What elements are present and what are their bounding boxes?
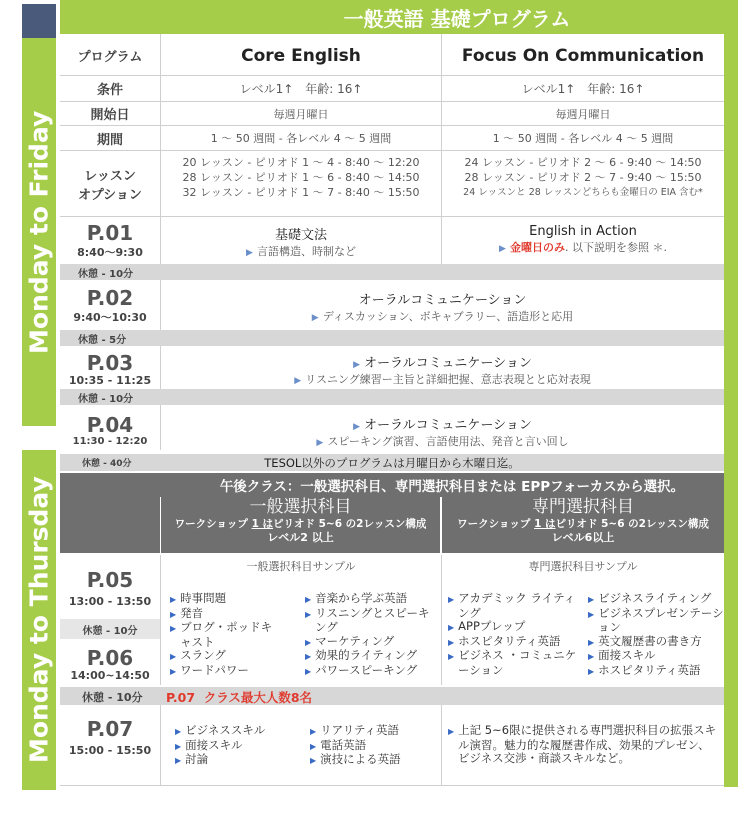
list-item: ▶ 時事問題 (170, 592, 300, 607)
p06-number: P.06 (86, 645, 134, 670)
list-item: ▶ ブログ・ポッドキャスト (170, 621, 280, 649)
p02-title: オーラルコミュニケーション (358, 293, 527, 308)
p01-col2-title: English in Action (529, 224, 637, 239)
start-col2: 毎週月曜日 (555, 107, 611, 121)
conditions-col2: レベル1↑ 年齢: 16↑ (521, 82, 645, 96)
p07-capacity-note: P.07 クラス最大人数8名 (166, 690, 313, 705)
lunch-row (60, 454, 724, 471)
break-label: 休憩 - 10分 (82, 625, 138, 637)
lesson-col2 (442, 155, 724, 200)
break-row (60, 330, 724, 346)
conditions-label: 条件 (96, 83, 123, 98)
lunch-label: 休憩 - 40分 (82, 459, 132, 469)
list-item: ▶ ホスピタリティ英語 (588, 664, 722, 679)
list-item: ▶ 効果的ライティング (305, 649, 437, 664)
lesson-col1-line: 32 レッスン - ピリオド 1 ～ 7 - 8:40 ～ 15:50 (182, 186, 420, 199)
p04-sub: スピーキング演習、言語使用法、発音と言い回し (327, 435, 569, 448)
general-list-b (305, 592, 437, 678)
p02-number: P.02 (86, 285, 134, 310)
p03-content: ▶ オーラルコミュニケーション ▶ リスニング練習ー主旨と詳細把握、意志表現とと応対表現 (294, 356, 591, 386)
general-line2: レベル2 以上 (267, 531, 334, 544)
lesson-label-1: レッスン (84, 168, 136, 184)
p06-time: 14:00~14:50 (70, 668, 150, 682)
p07-special-text: ▶ 上記 5~6限に提供される専門選択科目の拡張スキル演習。魅力的な履歴書作成、効果的プレゼン、ビジネス交渉・商談スキルなど。 (448, 724, 718, 766)
p07-list-b (310, 724, 435, 768)
p07-special (448, 724, 718, 766)
special-header (442, 497, 724, 553)
conditions-col1: レベル1↑ 年齢: 16↑ (239, 82, 363, 96)
start-col1: 毎週月曜日 (273, 107, 329, 121)
general-sample-label: 一般選択科目サンプル (246, 560, 356, 573)
p02-label (60, 283, 160, 328)
p05-label (60, 562, 160, 614)
p05-time: 13:00 - 13:50 (68, 594, 152, 608)
break-row (60, 619, 160, 639)
list-item: ▶ 演技による英語 (310, 753, 435, 768)
list-item: ▶ マーケティング (305, 635, 437, 650)
lesson-label (60, 151, 160, 216)
p04-number: P.04 (86, 412, 134, 437)
special-title: 専門選択科目 (532, 497, 634, 517)
p01-col2-star: ＊. (652, 241, 667, 254)
p07-number: P.07 (86, 716, 134, 741)
list-item: ▶ 発音 (170, 607, 300, 622)
col1-header: Core English (241, 45, 361, 66)
general-header-spacer (60, 497, 160, 553)
list-item: ▶ ビジネスプレゼンテーション (588, 607, 728, 635)
p01-col2-red: 金曜日のみ (509, 241, 565, 254)
lesson-col2-note: 24 レッスンと 28 レッスンどちらも金曜日の EIA 含む* (463, 187, 703, 198)
p03-time: 10:35 - 11:25 (68, 373, 152, 387)
afternoon-banner (60, 473, 724, 497)
p03-sub: リスニング練習ー主旨と詳細把握、意志表現とと応対表現 (305, 373, 591, 386)
p04-title: オーラルコミュニケーション (364, 418, 532, 433)
period-col1: 1 ～ 50 週間 - 各レベル 4 ～ 5 週間 (210, 132, 392, 145)
p07-time: 15:00 - 15:50 (68, 743, 152, 757)
break-label: 休憩 - 10分 (78, 269, 134, 280)
lesson-col1 (161, 155, 441, 200)
p03-label (60, 349, 160, 389)
p01-col2-rest: . 以下説明を参照 (564, 241, 649, 254)
page-title-text: 一般英語 基礎プログラム (343, 6, 571, 31)
list-item: ▶ リアリティ英語 (310, 724, 435, 739)
p03-number: P.03 (86, 350, 134, 375)
afternoon-banner-text: 午後クラス：一般選択科目、専門選択科目または EPPフォーカスから選択。 (219, 479, 685, 495)
list-item: ▶ 面接スキル (175, 739, 300, 754)
list-item: ▶ パワースピーキング (305, 664, 437, 679)
general-header (161, 497, 440, 553)
corner-block (22, 4, 56, 38)
list-item: ▶ ビジネスライティング (588, 592, 722, 607)
p06-label (60, 643, 160, 685)
list-item: ▶ アカデミック ライティング (448, 592, 584, 620)
break-label: 休憩 - 10分 (78, 394, 134, 405)
p07-label (60, 712, 160, 762)
break-label: 休憩 - 5分 (78, 335, 127, 346)
break-label: 休憩 - 10分 (82, 691, 143, 704)
p02-content: オーラルコミュニケーション ▶ ディスカッション、ボキャブラリー、語造形と応用 (161, 289, 724, 324)
lesson-col2-line: 24 レッスン - ピリオド 2 ～ 6 - 9:40 ～ 14:50 (464, 156, 702, 169)
p04-label (60, 409, 160, 451)
p01-time: 8:40～9:30 (77, 245, 143, 259)
special-line1-u: 1 は (534, 518, 556, 530)
special-line1-post: ピリオド 5~6 の2レッスン構成 (555, 518, 709, 530)
lesson-col2-line: 28 レッスン - ピリオド 2 ～ 7 - 9:40 ～ 15:50 (464, 171, 702, 184)
p04-content: ▶ オーラルコミュニケーション ▶ スピーキング演習、言語使用法、発音と言い回し (316, 418, 569, 448)
p01-col1: 基礎文法 ▶ 言語構造、時制など (161, 224, 441, 259)
lesson-col1-line: 28 レッスン - ピリオド 1 ～ 6 - 8:40 ～ 14:50 (182, 171, 420, 184)
general-list-a (170, 592, 300, 678)
sidebar-label-top: Monday to Friday (24, 110, 54, 354)
page-title (60, 0, 724, 34)
general-line1-post: ピリオド 5~6 の2レッスン構成 (273, 518, 427, 530)
p03-title: オーラルコミュニケーション (364, 356, 532, 371)
special-list-b (588, 592, 722, 678)
lunch-note: TESOL以外のプログラムは月曜日から木曜日迄。 (264, 456, 520, 470)
p01-label (60, 218, 160, 263)
special-list-a (448, 592, 578, 677)
list-item: ▶ ワードパワー (170, 664, 300, 679)
list-item: ▶ APPプレップ (448, 620, 578, 635)
sidebar-label-bottom: Monday to Thursday (24, 476, 54, 764)
special-sample-label: 専門選択科目サンプル (528, 560, 638, 573)
start-label: 開始日 (90, 108, 130, 123)
list-item: ▶ 面接スキル (588, 649, 722, 664)
p07-list-a (175, 724, 300, 768)
list-item: ▶ ホスピタリティ英語 (448, 635, 578, 650)
right-band (724, 0, 738, 787)
p01-col1-sub: 言語構造、時制など (256, 245, 356, 258)
p02-sub: ディスカッション、ボキャブラリー、語造形と応用 (322, 310, 574, 323)
break-row (60, 687, 724, 705)
list-item: ▶ ビジネススキル (175, 724, 300, 739)
p04-time: 11:30 - 12:20 (72, 435, 148, 447)
lesson-label-2: オプション (78, 187, 142, 203)
special-line1-pre: ワークショップ (457, 518, 535, 530)
period-col2: 1 ～ 50 週間 - 各レベル 4 ～ 5 週間 (492, 132, 674, 145)
col2-header: Focus On Communication (461, 45, 705, 66)
list-item: ▶ 討論 (175, 753, 300, 768)
period-label: 期間 (96, 132, 123, 148)
list-item: ▶ 電話英語 (310, 739, 435, 754)
p01-col1-title: 基礎文法 (274, 228, 327, 243)
list-item: ▶ 音楽から学ぶ英語 (305, 592, 437, 607)
break-row (60, 264, 724, 280)
lesson-col1-line: 20 レッスン - ピリオド 1 ～ 4 - 8:40 ～ 12:20 (182, 156, 420, 169)
list-item: ▶ スラング (170, 649, 300, 664)
p01-col2: English in Action ▶ 金曜日のみ. 以下説明を参照 ＊. (442, 224, 724, 255)
program-label: プログラム (77, 50, 143, 65)
p05-number: P.05 (86, 567, 134, 592)
list-item: ▶ 英文履歴書の書き方 (588, 635, 722, 650)
p02-time: 9:40～10:30 (73, 310, 147, 324)
general-line1-u: 1 は (251, 518, 274, 530)
break-row (60, 389, 724, 405)
list-item: ▶ リスニングとスピーキング (305, 607, 430, 635)
list-item: ▶ ビジネス ・コミュニケーション (448, 649, 584, 677)
general-line1-pre: ワークショップ (174, 518, 252, 530)
general-title: 一般選択科目 (249, 497, 352, 517)
special-line2: レベル6以上 (551, 531, 615, 544)
p01-number: P.01 (86, 220, 134, 245)
